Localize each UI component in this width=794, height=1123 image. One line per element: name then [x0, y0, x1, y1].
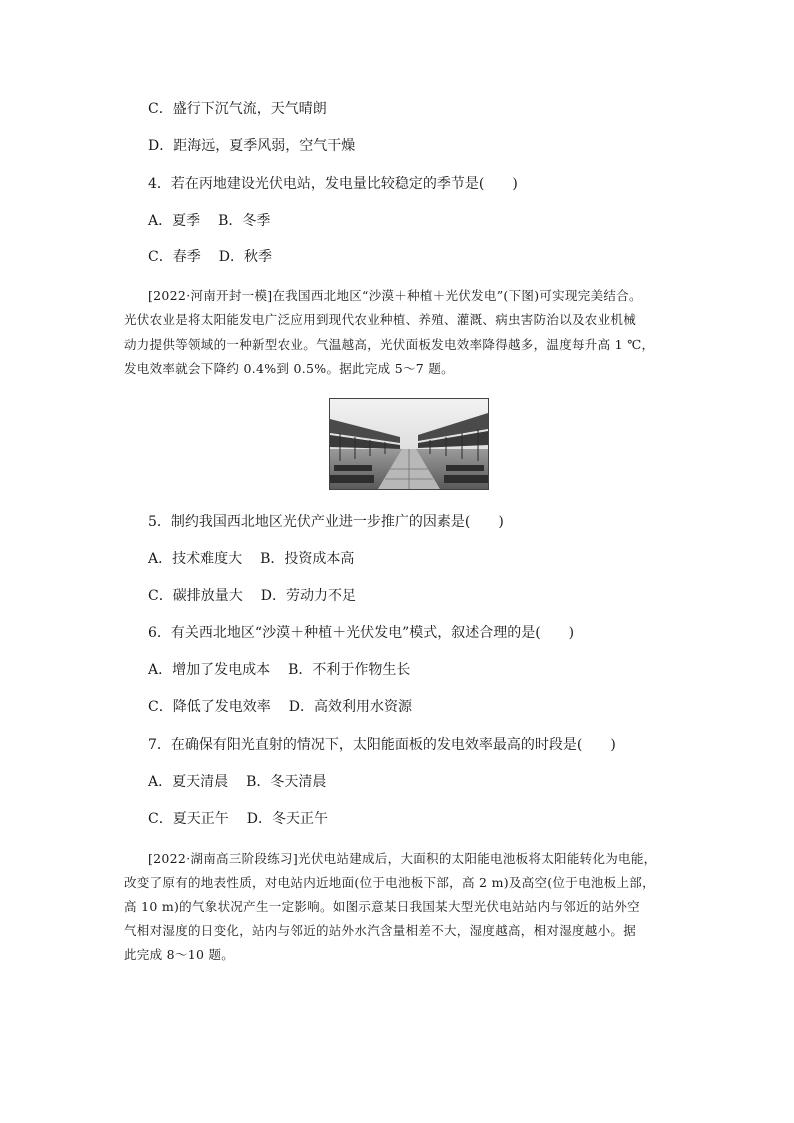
q4-options-ab	[148, 212, 270, 230]
q7-option-b: B．冬天清晨	[246, 774, 327, 790]
q7-stem: 7．在确保有阳光直射的情况下，太阳能面板的发电效率最高的时段是( )	[148, 737, 616, 753]
q5-option-d: D．劳动力不足	[260, 588, 356, 604]
q6-options-ab	[148, 661, 410, 679]
q3-option-d: D．距海远，夏季风弱，空气干燥	[148, 138, 356, 154]
passage2-line3: 高 10 m)的气象状况产生一定影响。如图示意某日我国某大型光伏电站站内与邻近的站外空	[124, 899, 640, 914]
q5-options-ab	[148, 550, 354, 568]
passage2-line5: 此完成 8～10 题。	[124, 947, 235, 962]
q5-stem: 5．制约我国西北地区光伏产业进一步推广的因素是( )	[148, 514, 504, 530]
q6-options-cd	[148, 698, 412, 716]
q7-options-cd	[148, 810, 328, 828]
q5-options-cd	[148, 587, 356, 605]
passage2-line2: 改变了原有的地表性质，对电站内近地面(位于电池板下部，高 2 m)及高空(位于电池板上部，	[124, 875, 655, 890]
passage1-line3: 动力提供等领域的一种新型农业。气温越高，光伏面板发电效率降得越多，温度每升高 1 ℃，	[124, 337, 655, 352]
q7-options-ab	[148, 773, 326, 791]
q6-option-a: A．增加了发电成本	[148, 662, 271, 678]
q4-stem: 4．若在丙地建设光伏电站，发电量比较稳定的季节是( )	[148, 176, 518, 192]
q3-option-c: C．盛行下沉气流，天气晴朗	[148, 101, 327, 117]
q6-option-c: C．降低了发电效率	[148, 699, 271, 715]
passage1-line1: [2022·河南开封一模]在我国西北地区“沙漠＋种植＋光伏发电”(下图)可实现完美结合。	[148, 288, 642, 303]
passage2-line1: [2022·湖南高三阶段练习]光伏电站建成后，大面积的太阳能电池板将太阳能转化为电能，	[148, 851, 657, 866]
q4-option-a: A．夏季	[148, 213, 201, 229]
q5-option-b: B．投资成本高	[260, 551, 355, 567]
passage2-line4: 气相对湿度的日变化，站内与邻近的站外水汽含量相差不大，湿度越高，相对湿度越小。据	[124, 923, 637, 938]
solar-farm-illustration	[330, 399, 488, 489]
q4-options-cd	[148, 248, 272, 266]
q6-stem: 6．有关西北地区“沙漠＋种植＋光伏发电”模式，叙述合理的是( )	[148, 625, 575, 641]
q7-option-d: D．冬天正午	[246, 811, 328, 827]
q4-option-c: C．春季	[148, 249, 201, 265]
q5-option-c: C．碳排放量大	[148, 588, 243, 604]
q7-option-a: A．夏天清晨	[148, 774, 229, 790]
q6-option-b: B．不利于作物生长	[288, 662, 411, 678]
q4-option-d: D．秋季	[218, 249, 272, 265]
q6-option-d: D．高效利用水资源	[288, 699, 412, 715]
q5-option-a: A．技术难度大	[148, 551, 243, 567]
solar-farm-photo	[329, 398, 489, 490]
passage1-line4: 发电效率就会下降约 0.4%到 0.5%。据此完成 5～7 题。	[124, 361, 454, 376]
q4-option-b: B．冬季	[218, 213, 271, 229]
passage1-line2: 光伏农业是将太阳能发电广泛应用到现代农业种植、养殖、灌溉、病虫害防治以及农业机械	[124, 312, 637, 327]
q7-option-c: C．夏天正午	[148, 811, 229, 827]
